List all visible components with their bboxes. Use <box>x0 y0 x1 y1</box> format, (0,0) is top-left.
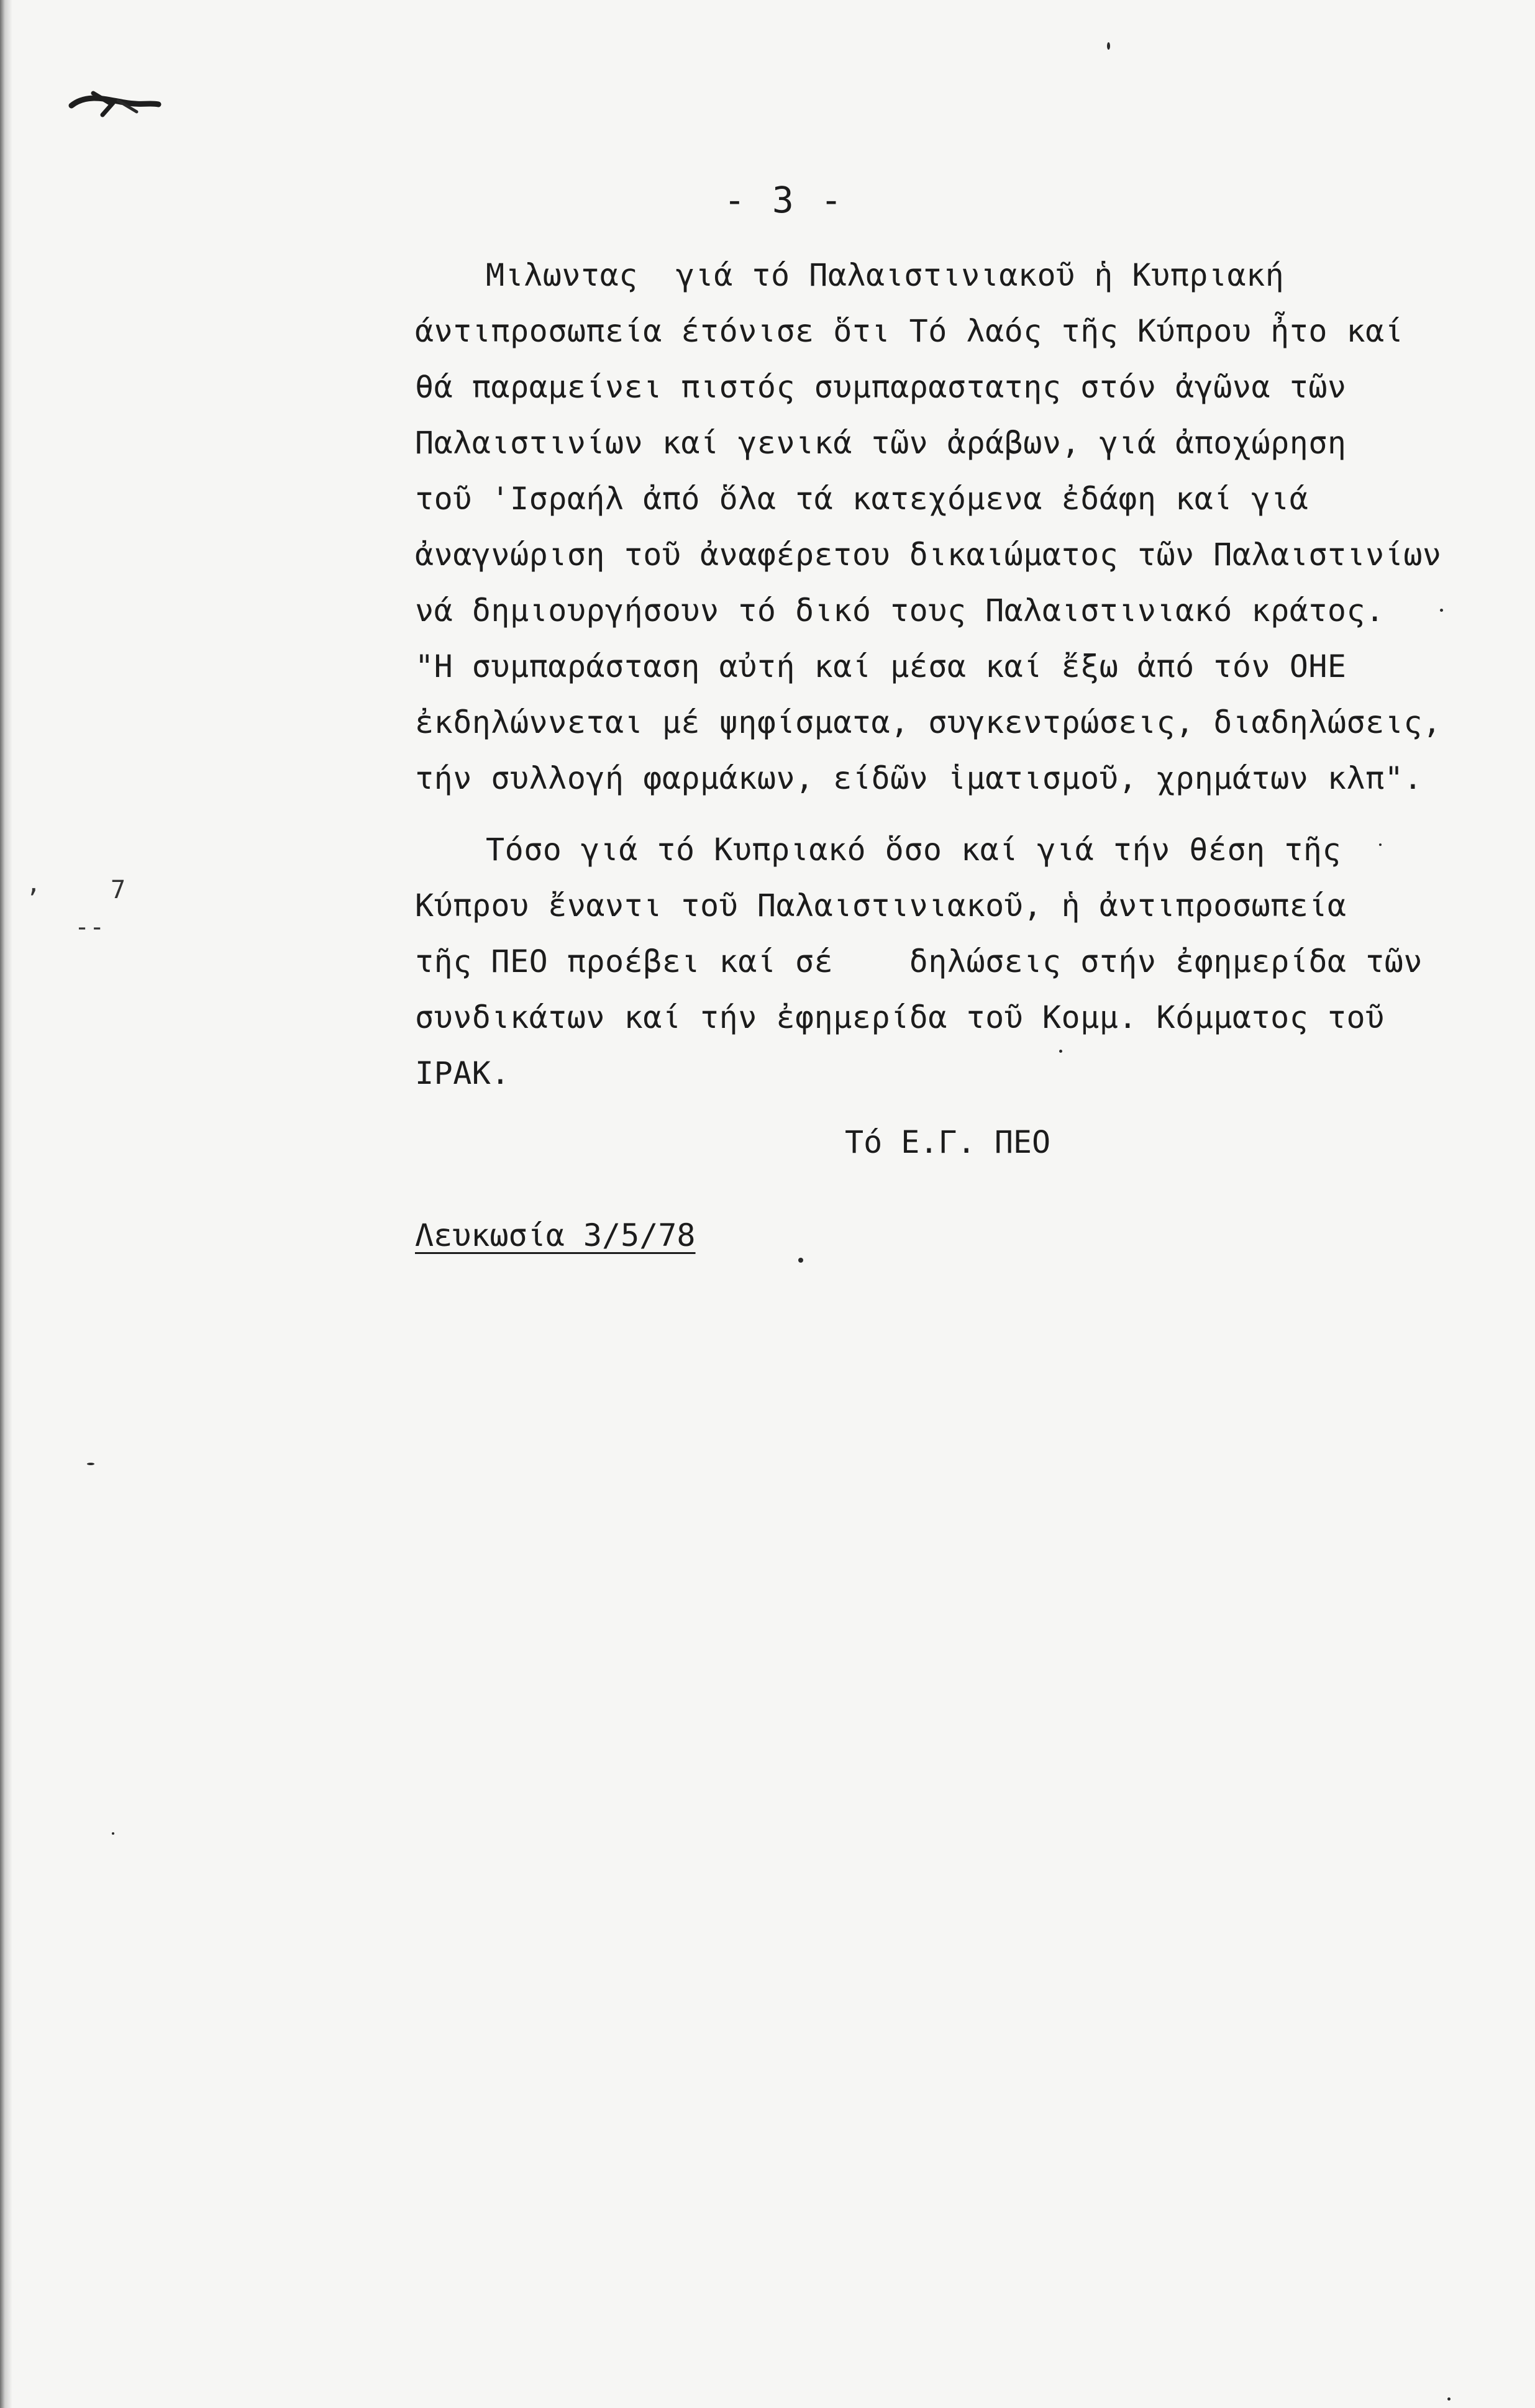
text-line: Τόσο γιά τό Κυπριακό ὅσο καί γιά τήν θέση τῆς <box>486 832 1342 868</box>
text-line: Κύπρου ἔναντι τοῦ Παλαιστινιακοῦ, ἡ ἀντιπροσωπεία <box>415 888 1347 924</box>
text-line: τῆς ΠΕΟ προέβει καί σέ δηλώσεις στήν ἐφημερίδα τῶν <box>415 943 1423 979</box>
ink-speck <box>1059 1050 1062 1053</box>
ink-speck <box>112 1832 114 1835</box>
text-line: Παλαιστινίων καί γενικά τῶν ἀράβων, γιά ἀποχώρηση <box>415 425 1347 461</box>
text-line: ΙΡΑΚ. <box>415 1055 511 1091</box>
text-line: Μιλωντας γιά τό Παλαιστινιακοῦ ἡ Κυπριακή <box>486 257 1285 293</box>
ink-speck <box>1440 609 1443 612</box>
text-line: άντιπροσωπεία έτόνισε ὅτι Τό λαός τῆς Κύπρου ἦτο καί <box>415 313 1404 349</box>
ink-speck <box>1107 42 1110 50</box>
margin-comma-mark: ‚ <box>26 870 42 898</box>
ink-mark-icon <box>68 75 162 130</box>
ink-speck <box>798 1258 803 1263</box>
page-number: - 3 - <box>724 179 845 221</box>
text-line: τήν συλλογή φαρμάκων, είδῶν ἱματισμοῦ, χρημάτων κλπ". <box>415 760 1423 796</box>
ink-speck <box>1447 2397 1451 2401</box>
ink-speck <box>87 1463 94 1465</box>
text-line: ἀναγνώριση τοῦ ἀναφέρετου δικαιώματος τῶν Παλαιστινίων <box>415 537 1442 573</box>
signature-line: Τό Ε.Γ. ΠΕΟ <box>845 1124 1051 1160</box>
place-date: Λευκωσία 3/5/78 <box>415 1217 696 1253</box>
scan-edge-shadow <box>0 0 12 2408</box>
text-line: νά δημιουργήσουν τό δικό τους Παλαιστινιακό κράτος. <box>415 593 1385 629</box>
ink-speck <box>1379 843 1382 846</box>
text-line: συνδικάτων καί τήν ἐφημερίδα τοῦ Κομμ. Κόμματος τοῦ <box>415 999 1385 1035</box>
text-line: ἐκδηλώννεται μέ ψηφίσματα, συγκεντρώσεις, διαδηλώσεις, <box>415 704 1442 740</box>
margin-seven-mark: 7 <box>111 876 126 904</box>
margin-dash-mark: -‑ <box>75 913 105 942</box>
text-line: "Η συμπαράσταση αὐτή καί μέσα καί ἔξω ἀπό τόν ΟΗΕ <box>415 648 1347 684</box>
text-line: θά παραμείνει πιστός συμπαραστατης στόν ἀγῶνα τῶν <box>415 369 1347 405</box>
text-line: τοῦ 'Ισραήλ ἀπό ὅλα τά κατεχόμενα ἐδάφη καί γιά <box>415 481 1309 517</box>
